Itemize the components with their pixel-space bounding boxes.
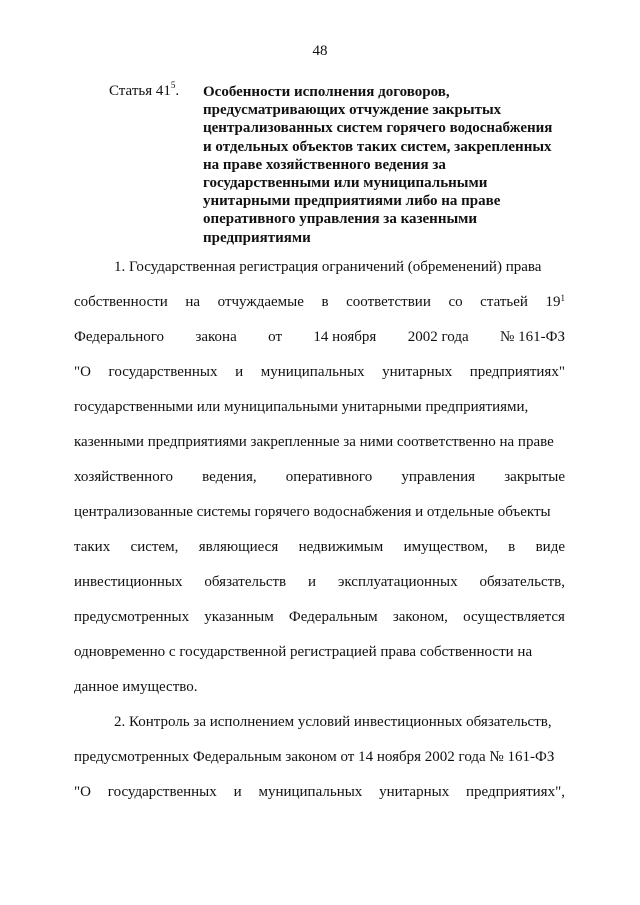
paragraph-1-line-13: данное имущество.	[74, 679, 198, 695]
word: государственных	[108, 364, 218, 380]
paragraph-1-line-4	[74, 362, 565, 382]
word: виде	[535, 539, 565, 555]
word: 2002 года	[407, 329, 469, 345]
article-label	[109, 80, 180, 100]
paragraph-1-line-9	[74, 537, 565, 557]
word: имуществом,	[403, 539, 488, 555]
word: унитарных	[379, 784, 450, 800]
article-label-suffix: .	[175, 83, 180, 99]
word: муниципальных	[258, 784, 363, 800]
article-title-line: Особенности исполнения договоров,	[203, 84, 450, 100]
word: в	[508, 539, 516, 555]
paragraph-1-line-7	[74, 467, 565, 487]
word: № 161-ФЗ	[500, 329, 565, 345]
paragraph-1-line-2	[74, 292, 565, 312]
article-label-sup: 5	[170, 80, 176, 90]
word: и	[233, 784, 242, 800]
word: и	[235, 364, 244, 380]
word: обязательств,	[479, 574, 565, 590]
word: таких	[74, 539, 111, 555]
word: закона	[195, 329, 237, 345]
word: управления	[401, 469, 476, 485]
paragraph-1-line-1: 1. Государственная регистрация ограничений (обременений) права	[114, 259, 542, 275]
word: недвижимым	[298, 539, 384, 555]
word: "О	[74, 784, 91, 800]
article-title-line: предприятиями	[203, 229, 311, 246]
paragraph-2-line-2: предусмотренных Федеральным законом от 14 ноября 2002 года № 161-ФЗ	[74, 749, 555, 765]
word: предусмотренных	[74, 609, 190, 625]
article-title-line: оперативного управления за казенными	[203, 211, 478, 228]
article-title-line: централизованных систем горячего водоснабжения	[203, 120, 553, 137]
word: Федерального	[74, 329, 165, 345]
word: на	[185, 294, 201, 310]
word: 14 ноября	[313, 329, 377, 345]
word: унитарных	[382, 364, 453, 380]
page-number: 48	[312, 43, 328, 59]
paragraph-2-line-1: 2. Контроль за исполнением условий инвестиционных обязательств,	[114, 714, 552, 730]
article-label-text: Статья 41	[109, 83, 171, 99]
paragraph-1-line-10	[74, 572, 565, 592]
word: оперативного	[285, 469, 373, 485]
article-title	[203, 83, 552, 247]
word: статьей	[480, 294, 528, 310]
word: осуществляется	[463, 609, 565, 625]
word: хозяйственного	[74, 469, 173, 485]
paragraph-1-line-6: казенными предприятиями закрепленные за ними соответственно на праве	[74, 434, 554, 450]
word: указанным	[204, 609, 274, 625]
word: систем,	[130, 539, 179, 555]
word: собственности	[74, 294, 168, 310]
word: отчуждаемые	[217, 294, 304, 310]
word: в	[321, 294, 329, 310]
article-title-line: и отдельных объектов таких систем, закрепленных	[203, 138, 552, 155]
article-title-line: на праве хозяйственного ведения за	[203, 156, 446, 173]
paragraph-1-line-5: государственными или муниципальными унитарными предприятиями,	[74, 399, 529, 415]
word: закрытые	[504, 469, 565, 485]
article-title-line: государственными или муниципальными	[203, 174, 488, 191]
paragraph-2-line-3	[74, 782, 565, 802]
word: являющиеся	[198, 539, 279, 555]
word: предприятиях"	[469, 364, 565, 380]
word: от	[268, 329, 282, 345]
article-ref-number: 19	[545, 294, 561, 310]
word: ведения,	[202, 469, 257, 485]
paragraph-1-line-3	[74, 327, 565, 347]
word: обязательств	[204, 574, 287, 590]
article-title-line: унитарными предприятиями либо на праве	[203, 193, 501, 210]
paragraph-1-line-8: централизованные системы горячего водоснабжения и отдельные объекты	[74, 504, 551, 520]
word: соответствии	[346, 294, 431, 310]
article-ref	[545, 292, 565, 312]
word: предприятиях",	[466, 784, 565, 800]
paragraph-1-line-12: одновременно с государственной регистрацией права собственности на	[74, 644, 533, 660]
word: эксплуатационных	[337, 574, 458, 590]
word: законом,	[392, 609, 448, 625]
word: инвестиционных	[74, 574, 183, 590]
word: муниципальных	[260, 364, 365, 380]
word: "О	[74, 364, 91, 380]
article-ref-sup: 1	[560, 293, 565, 303]
word: государственных	[107, 784, 217, 800]
article-title-line: предусматривающих отчуждение закрытых	[203, 102, 502, 119]
word: и	[308, 574, 317, 590]
word: Федеральным	[288, 609, 378, 625]
paragraph-1-line-11	[74, 607, 565, 627]
word: со	[448, 294, 463, 310]
